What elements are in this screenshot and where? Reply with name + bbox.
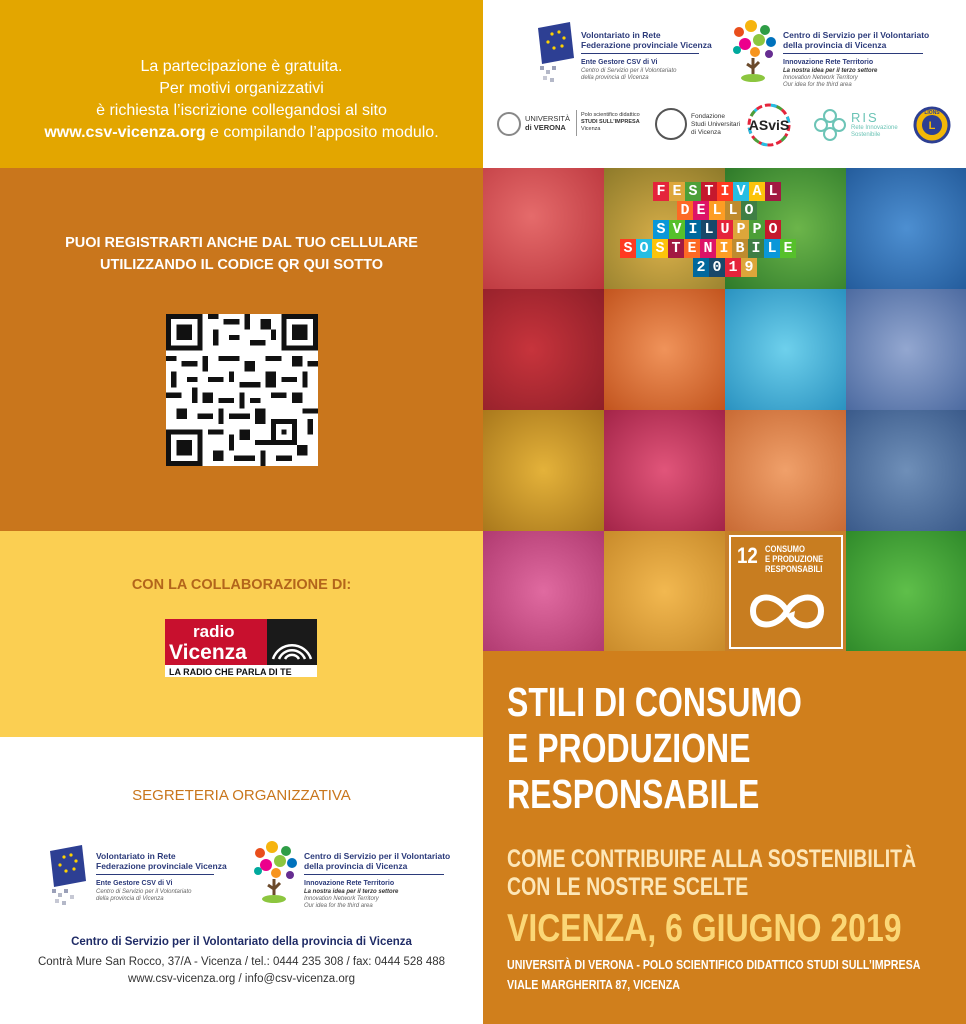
csv-tree-logo-icon-top	[729, 18, 779, 88]
festival-letter: E	[684, 239, 700, 258]
fondazione-logo-text	[691, 113, 740, 137]
festival-letter: P	[749, 220, 765, 239]
event-title-panel	[483, 651, 966, 1024]
collaboration-label: CON LA COLLABORAZIONE DI:	[131, 577, 352, 593]
subtitle-line-2: CON LE NOSTRE SCELTE	[507, 873, 749, 901]
mosaic-tile	[846, 410, 966, 531]
festival-letter: E	[693, 201, 709, 220]
top-logo1-small1: Centro di Servizio per il Volontariato	[581, 68, 677, 74]
sdg-number: 12	[737, 543, 758, 568]
mosaic-tile	[604, 410, 725, 531]
festival-letter: D	[677, 201, 693, 220]
univr-line1: UNIVERSITÀ	[525, 114, 571, 123]
top-logo2-small3: Our idea for the third area	[783, 82, 852, 88]
info-line-2: Per motivi organizzativi	[159, 80, 324, 97]
ris-name: RIS	[851, 110, 879, 125]
top-logo2-small1: La nostra idea per il terzo settore	[783, 68, 878, 74]
top-logo1-small2: della provincia di Vicenza	[581, 75, 649, 81]
festival-letter: I	[716, 239, 732, 258]
festival-row-2	[677, 201, 757, 220]
csv-logo-text-top	[783, 30, 953, 89]
fond-line2: Studi Universitari	[691, 121, 741, 128]
title-line-1: STILI DI CONSUMO	[507, 679, 802, 725]
mosaic-tile	[725, 410, 846, 531]
svg-text:L: L	[928, 120, 936, 132]
festival-letter: T	[701, 182, 717, 201]
festival-row-4	[620, 239, 796, 258]
secretariat-panel	[0, 737, 483, 1024]
mosaic-tile	[483, 289, 604, 410]
top-logo1-title1: Volontariato in Rete	[581, 30, 661, 40]
radio-vicenza-logo	[165, 619, 317, 677]
sdg-text	[765, 544, 823, 574]
volontariato-logo-text-top	[581, 30, 731, 82]
top-logo2-title2: della provincia di Vicenza	[783, 40, 887, 50]
sdg-text-2: E PRODUZIONE	[765, 554, 824, 564]
festival-letter: F	[653, 182, 669, 201]
fond-line3: di Vicenza	[691, 129, 721, 136]
qr-code[interactable]	[166, 314, 318, 466]
logo2-sub: Innovazione Rete Territorio	[304, 880, 395, 887]
festival-letter: L	[709, 201, 725, 220]
top-logo2-sub: Innovazione Rete Territorio	[783, 59, 874, 66]
logo1-sub: Ente Gestore CSV di Vi	[96, 880, 173, 887]
logo2-small1: La nostra idea per il terzo settore	[304, 889, 399, 895]
festival-letter: I	[685, 220, 701, 239]
top-logo2-title1: Centro di Servizio per il Volontariato	[783, 30, 930, 40]
ris-sub2: Sostenibile	[851, 132, 881, 138]
festival-letter: E	[780, 239, 796, 258]
info-line-4	[0, 122, 483, 144]
festival-row-1	[653, 182, 781, 201]
festival-letter: P	[733, 220, 749, 239]
qr-line-1: PUOI REGISTRARTI ANCHE DAL TUO CELLULARE	[65, 235, 418, 251]
info-line-4-rest: e compilando l’apposito modulo.	[205, 124, 439, 141]
festival-letter: S	[652, 239, 668, 258]
festival-letter: B	[732, 239, 748, 258]
logo1-small1: Centro di Servizio per il Volontariato	[96, 889, 192, 895]
festival-letter: L	[701, 220, 717, 239]
volontariato-logo-icon	[44, 843, 90, 913]
radio-city: Vicenza	[169, 641, 247, 664]
radio-word: radio	[193, 622, 235, 641]
event-date: VICENZA, 6 GIUGNO 2019	[507, 907, 902, 950]
qr-panel	[0, 168, 483, 531]
mosaic-tile	[483, 531, 604, 652]
info-line-3: è richiesta l’iscrizione collegandosi al sito	[96, 102, 387, 119]
top-logo2-small2: Innovation Network Territory	[783, 75, 858, 81]
univr-seal-icon	[497, 112, 521, 136]
logo2-title1: Centro di Servizio per il Volontariato	[304, 851, 451, 861]
univr-line2: di VERONA	[525, 123, 566, 132]
mosaic-tile	[604, 289, 725, 410]
csv-footer-web[interactable]: www.csv-vicenza.org / info@csv-vicenza.org	[127, 973, 356, 985]
festival-row-5	[693, 258, 757, 277]
festival-letter: L	[725, 201, 741, 220]
logo1-title2: Federazione provinciale Vicenza	[96, 861, 227, 871]
secretariat-label: SEGRETERIA ORGANIZZATIVA	[132, 787, 351, 804]
event-address: VIALE MARGHERITA 87, VICENZA	[507, 977, 680, 992]
polo-line1: Polo scientifico didattico	[581, 112, 640, 118]
festival-letter: 0	[709, 258, 725, 277]
csv-tree-logo-icon	[250, 839, 300, 909]
polo-logo-text	[581, 112, 640, 133]
collaboration-panel	[0, 531, 483, 737]
fondazione-seal-icon	[655, 108, 687, 140]
volontariato-logo-icon-top	[532, 20, 578, 90]
festival-letter: T	[668, 239, 684, 258]
partner-logos-panel	[483, 0, 966, 168]
mosaic-tile	[846, 289, 966, 410]
polo-line2: STUDI SULL’IMPRESA	[581, 119, 640, 125]
top-logo1-sub: Ente Gestore CSV di Vi	[581, 59, 658, 66]
festival-letter: I	[748, 239, 764, 258]
qr-instructions	[0, 232, 483, 276]
csv-footer-name: Centro di Servizio per il Volontariato della provincia di Vicenza	[71, 936, 412, 948]
mosaic-tile	[846, 531, 966, 652]
mosaic-tile	[483, 410, 604, 531]
festival-letter: V	[733, 182, 749, 201]
lions-text: LIONS	[924, 110, 940, 116]
ris-logo-text	[851, 110, 898, 139]
radio-tagline: LA RADIO CHE PARLA DI TE	[169, 667, 292, 677]
sdg-12-badge	[729, 535, 843, 649]
sdg-text-3: RESPONSABILI	[765, 564, 823, 574]
festival-letter: A	[749, 182, 765, 201]
event-venue: UNIVERSITÀ DI VERONA - POLO SCIENTIFICO DIDATTICO STUDI SULL’IMPRESA	[507, 957, 921, 972]
volontariato-logo-text	[96, 851, 246, 903]
festival-letter: O	[741, 201, 757, 220]
festival-row-3	[653, 220, 781, 239]
logo2-title2: della provincia di Vicenza	[304, 861, 408, 871]
festival-letter: L	[765, 182, 781, 201]
logo2-small3: Our idea for the third area	[304, 903, 373, 909]
fond-line1: Fondazione	[691, 113, 725, 120]
festival-letter: U	[717, 220, 733, 239]
festival-letter: E	[669, 182, 685, 201]
infinity-icon	[745, 585, 829, 637]
website-link[interactable]: www.csv-vicenza.org	[44, 124, 206, 141]
info-line-1: La partecipazione è gratuita.	[140, 58, 343, 75]
logo1-small2: della provincia di Vicenza	[96, 896, 164, 902]
festival-letter: S	[653, 220, 669, 239]
ris-sub1: Rete Innovazione	[851, 125, 898, 131]
asvis-logo	[745, 102, 793, 148]
ris-flower-icon	[813, 108, 847, 142]
photo-mosaic	[483, 168, 966, 651]
polo-line3: Vicenza	[581, 126, 601, 132]
festival-letter: 9	[741, 258, 757, 277]
subtitle-line-1: COME CONTRIBUIRE ALLA SOSTENIBILITÀ	[507, 845, 917, 873]
title-line-2: E PRODUZIONE	[507, 725, 751, 771]
festival-letter: S	[620, 239, 636, 258]
top-logo1-title2: Federazione provinciale Vicenza	[581, 40, 712, 50]
festival-letter: V	[669, 220, 685, 239]
mosaic-tile	[483, 168, 604, 289]
partner-divider	[576, 110, 577, 136]
logo1-title1: Volontariato in Rete	[96, 851, 176, 861]
qr-line-2: UTILIZZANDO IL CODICE QR QUI SOTTO	[99, 257, 384, 273]
mosaic-tile	[604, 531, 725, 652]
mosaic-tile	[725, 289, 846, 410]
registration-info-panel	[0, 0, 483, 168]
festival-letter: L	[764, 239, 780, 258]
univr-logo-text	[525, 114, 570, 132]
festival-letter: 2	[693, 258, 709, 277]
festival-letter: O	[636, 239, 652, 258]
festival-letter: I	[717, 182, 733, 201]
csv-footer-address: Contrà Mure San Rocco, 37/A - Vicenza / tel.: 0444 235 308 / fax: 0444 528 488	[37, 956, 446, 968]
logo2-small2: Innovation Network Territory	[304, 896, 379, 902]
csv-logo-text	[304, 851, 474, 910]
sdg-text-1: CONSUMO	[765, 544, 805, 554]
festival-letter: S	[685, 182, 701, 201]
festival-letter: O	[765, 220, 781, 239]
festival-letter: 1	[725, 258, 741, 277]
mosaic-tile	[846, 168, 966, 289]
festival-letter: N	[700, 239, 716, 258]
title-line-3: RESPONSABILE	[507, 771, 760, 817]
asvis-text: ASviS	[748, 117, 790, 133]
lions-logo	[913, 106, 951, 144]
